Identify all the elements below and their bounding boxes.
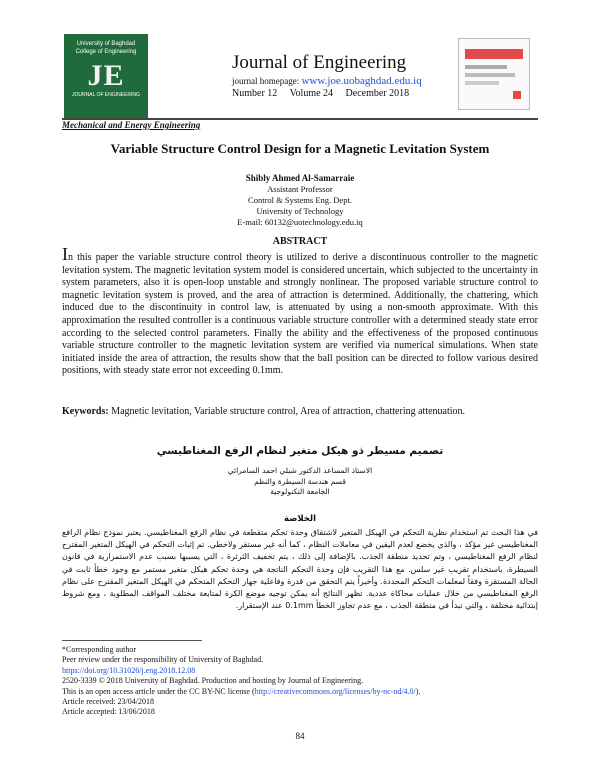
author-position: Assistant Professor (267, 184, 333, 194)
section-label: Mechanical and Energy Engineering (62, 120, 201, 130)
author-email: E-mail: 60132@uotechnology.edu.iq (237, 217, 363, 227)
license-note: This is an open access article under the CC BY-NC license (http://creativecommons.org/licenses/by-nc-nd/4.0/). (62, 686, 421, 696)
peer-review-note: Peer review under the responsibility of University of Baghdad. (62, 655, 264, 665)
received-date: Article received: 23/04/2018 (62, 697, 154, 707)
corresponding-note: *Corresponding author (62, 645, 136, 654)
issue-date: December 2018 (345, 88, 410, 99)
doi-link[interactable]: https://doi.org/10.31026/j.eng.2018.12.08 (62, 665, 196, 675)
keywords-label: Keywords: (62, 406, 109, 417)
paper-title: Variable Structure Control Design for a Magnetic Levitation System (110, 141, 490, 156)
homepage-label: journal homepage: (232, 76, 300, 86)
issue-info (232, 88, 419, 99)
keywords (62, 406, 538, 419)
accepted-date: Article accepted: 13/06/2018 (62, 707, 155, 717)
arabic-abstract-heading: الخلاصة (283, 514, 317, 524)
author-dept: Control & Systems Eng. Dept. (248, 195, 352, 205)
journal-cover-thumbnail (458, 38, 530, 110)
license-link[interactable]: http://creativecommons.org/licenses/by-nc-nd/4.0/ (254, 686, 416, 696)
author-name: Shibly Ahmed Al-Samarraie (245, 173, 355, 183)
journal-title: Journal of Engineering (232, 52, 407, 73)
arabic-university: الجامعة التكنولوجية (270, 487, 330, 496)
abstract-body (62, 244, 538, 378)
arabic-author-block (0, 466, 600, 498)
journal-logo (64, 34, 148, 118)
arabic-abstract: في هذا البحث تم استخدام نظرية التحكم في الهيكل المتغير لاشتقاق وحدة تحكم متقطعة في نظام الرفع المغناطيسي. يعتبر نموذج نظام الرافع المغناطيسي غير مؤكد ، والذي يخضع لعدم اليقين في معاملات النظام ، كما أنه غير مستقر ولاخطي. تم إثبات التحكم في الهيكل المتغير المقترح لنظام الرفع المغناطيسي ، وتم تحديد منطقة الجذب. بالإضافة إلى ذلك ، يتم تخفيف الثرثرة ، التي يسببها بسبب عدم الاستمرارية في قانون السيطرة، باستخدام تقريب غير سلس. مع هذا التقريب فإن وحدة التحكم الناتجة هي وحدة تحكم هيكل متغير مستمر مع وجود خطأ ثابت في الحالة المستقرة وفقاً لمعلمات التحكم المحددة. وأخيراً يتم التحقق من قدرة وفاعلية جهاز التحكم المتحكم في الهيكل المتغير المقترح على نظام الرفع المغناطيسي من خلال عمليات محاكاة عددية. تظهر النتائج أنه يمكن توجيه موضع الكرة لمتابعة مختلف المواقف المطلوبة ، ومع شروط إبتدائية مختلفة ، والتي تبدأ في منطقة الجذب ، مع عدم تجاوز الخطأ 0.1mm عند الإستقرار. (62, 528, 538, 611)
logo-university: University of Baghdad (76, 41, 136, 47)
abstract-heading: ABSTRACT (272, 236, 328, 247)
abstract-text: n this paper the variable structure control theory is utilized to derive a discontinuous controller to the magnetic levitation system. The magnetic levitation system model is considered uncertain, which subjected to the uncertainty in system parameters, also it is open-loop unstable and strongly nonlinear. The proposed variable structure control to magnetic levitation system is proved, and the area of attraction is determined. Additionally, the chattering, which induced due to the discontinuity in control law, is attenuated by using a non-smooth approximate. With this approximation the resulted controller is a continuous variable structure controller with a determined steady state error according to the selected control parameters. Finally the ability and the effectiveness of the proposed continuous variable structure controller to the magnetic levitation system are verified via numerical simulations. When state initiated inside the area of attraction, the results show that the ball position can be directed to follow various desired positions, with steady state error not exceeding 0.1mm. (62, 252, 538, 377)
logo-college: College of Engineering (75, 49, 137, 55)
issue-number: Number 12 (232, 88, 278, 99)
issue-volume: Volume 24 (289, 88, 334, 99)
author-university: University of Technology (256, 206, 344, 216)
logo-bottom-text: JOURNAL OF ENGINEERING (72, 92, 140, 98)
page-number: 84 (295, 731, 305, 741)
arabic-author: الاستاذ المساعد الدكتور شبلي احمد السامرائي (227, 466, 373, 475)
homepage-link[interactable]: www.joe.uobaghdad.edu.iq (301, 75, 422, 87)
arabic-title: تصميم مسيطر ذو هيكل متغير لنظام الرفع المغناطيسي (156, 445, 444, 457)
footnotes (62, 645, 538, 718)
arabic-dept: قسم هندسة السيطرة والنظم (254, 476, 346, 486)
author-affiliation (0, 184, 600, 228)
journal-homepage (232, 75, 422, 87)
keywords-list: Magnetic levitation, Variable structure control, Area of attraction, chattering attenuation. (111, 406, 466, 417)
abstract-dropcap: I (62, 244, 68, 264)
issn-note: 2520-3339 © 2018 University of Baghdad. Production and hosting by Journal of Engineering. (62, 676, 364, 686)
footnote-divider (62, 640, 202, 641)
logo-letters: JE (87, 59, 125, 92)
